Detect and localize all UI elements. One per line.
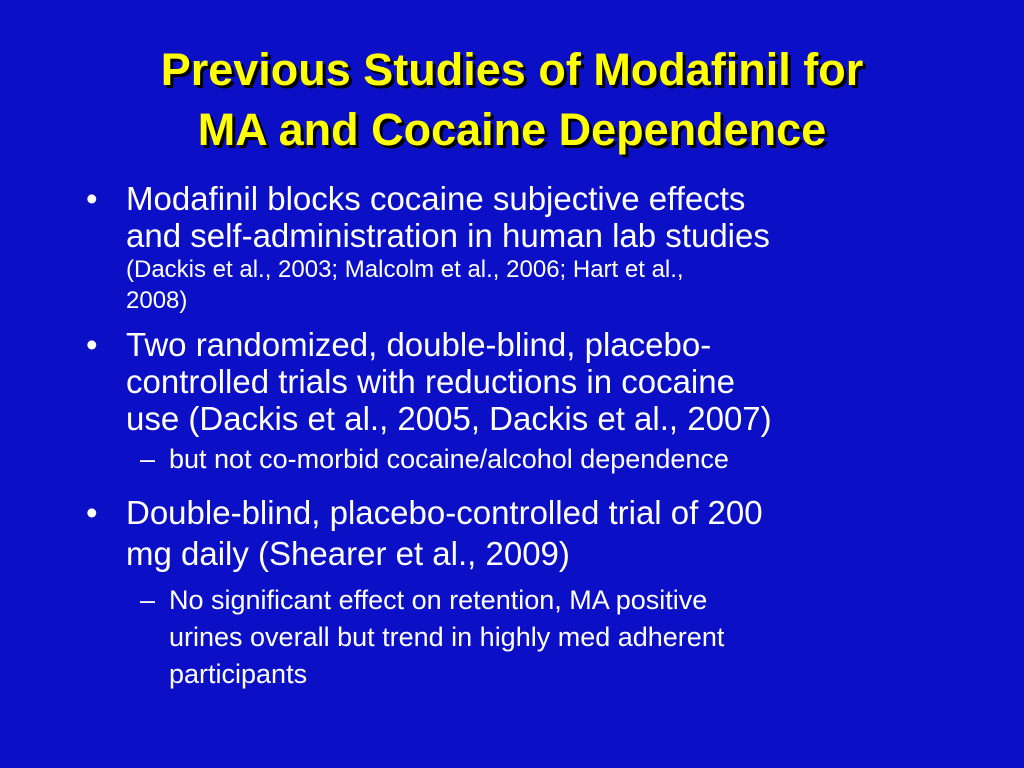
sub-2-1-line-1: but not co-morbid cocaine/alcohol dependence [169,444,729,474]
bullet-item-3 [86,492,986,574]
sub-marker: – [140,585,156,615]
slide-title [0,40,1024,160]
bullet-2-line-3: use (Dackis et al., 2005, Dackis et al., 2007) [126,400,772,437]
bullet-item-2 [86,326,986,437]
title-line-1: Previous Studies of Modafinil for [160,44,864,95]
sub-item-2-1 [86,441,986,478]
bullet-1-citation-line-2: 2008) [126,287,188,314]
sub-3-1-line-2: urines overall but trend in highly med adherent [169,622,725,652]
bullet-list [86,180,986,693]
bullet-2-line-1: Two randomized, double-blind, placebo- [126,326,712,363]
bullet-marker: • [86,326,98,363]
bullet-1-line-2: and self-administration in human lab studies [126,217,770,254]
sub-marker: – [140,444,156,474]
bullet-3-line-1: Double-blind, placebo-controlled trial of 200 [126,494,763,531]
bullet-item-1 [86,180,986,316]
bullet-3-line-2: mg daily (Shearer et al., 2009) [126,535,570,572]
bullet-2-line-2: controlled trials with reductions in cocaine [126,363,735,400]
bullet-1-citation-line-1: (Dackis et al., 2003; Malcolm et al., 2006; Hart et al., [126,256,684,283]
bullet-marker: • [86,180,98,217]
sub-item-3-1 [86,582,986,693]
title-line-2: MA and Cocaine Dependence [197,104,827,155]
bullet-1-line-1: Modafinil blocks cocaine subjective effects [126,180,746,217]
bullet-marker: • [86,494,98,531]
sub-3-1-line-3: participants [169,659,308,689]
sub-3-1-line-1: No significant effect on retention, MA positive [169,585,708,615]
